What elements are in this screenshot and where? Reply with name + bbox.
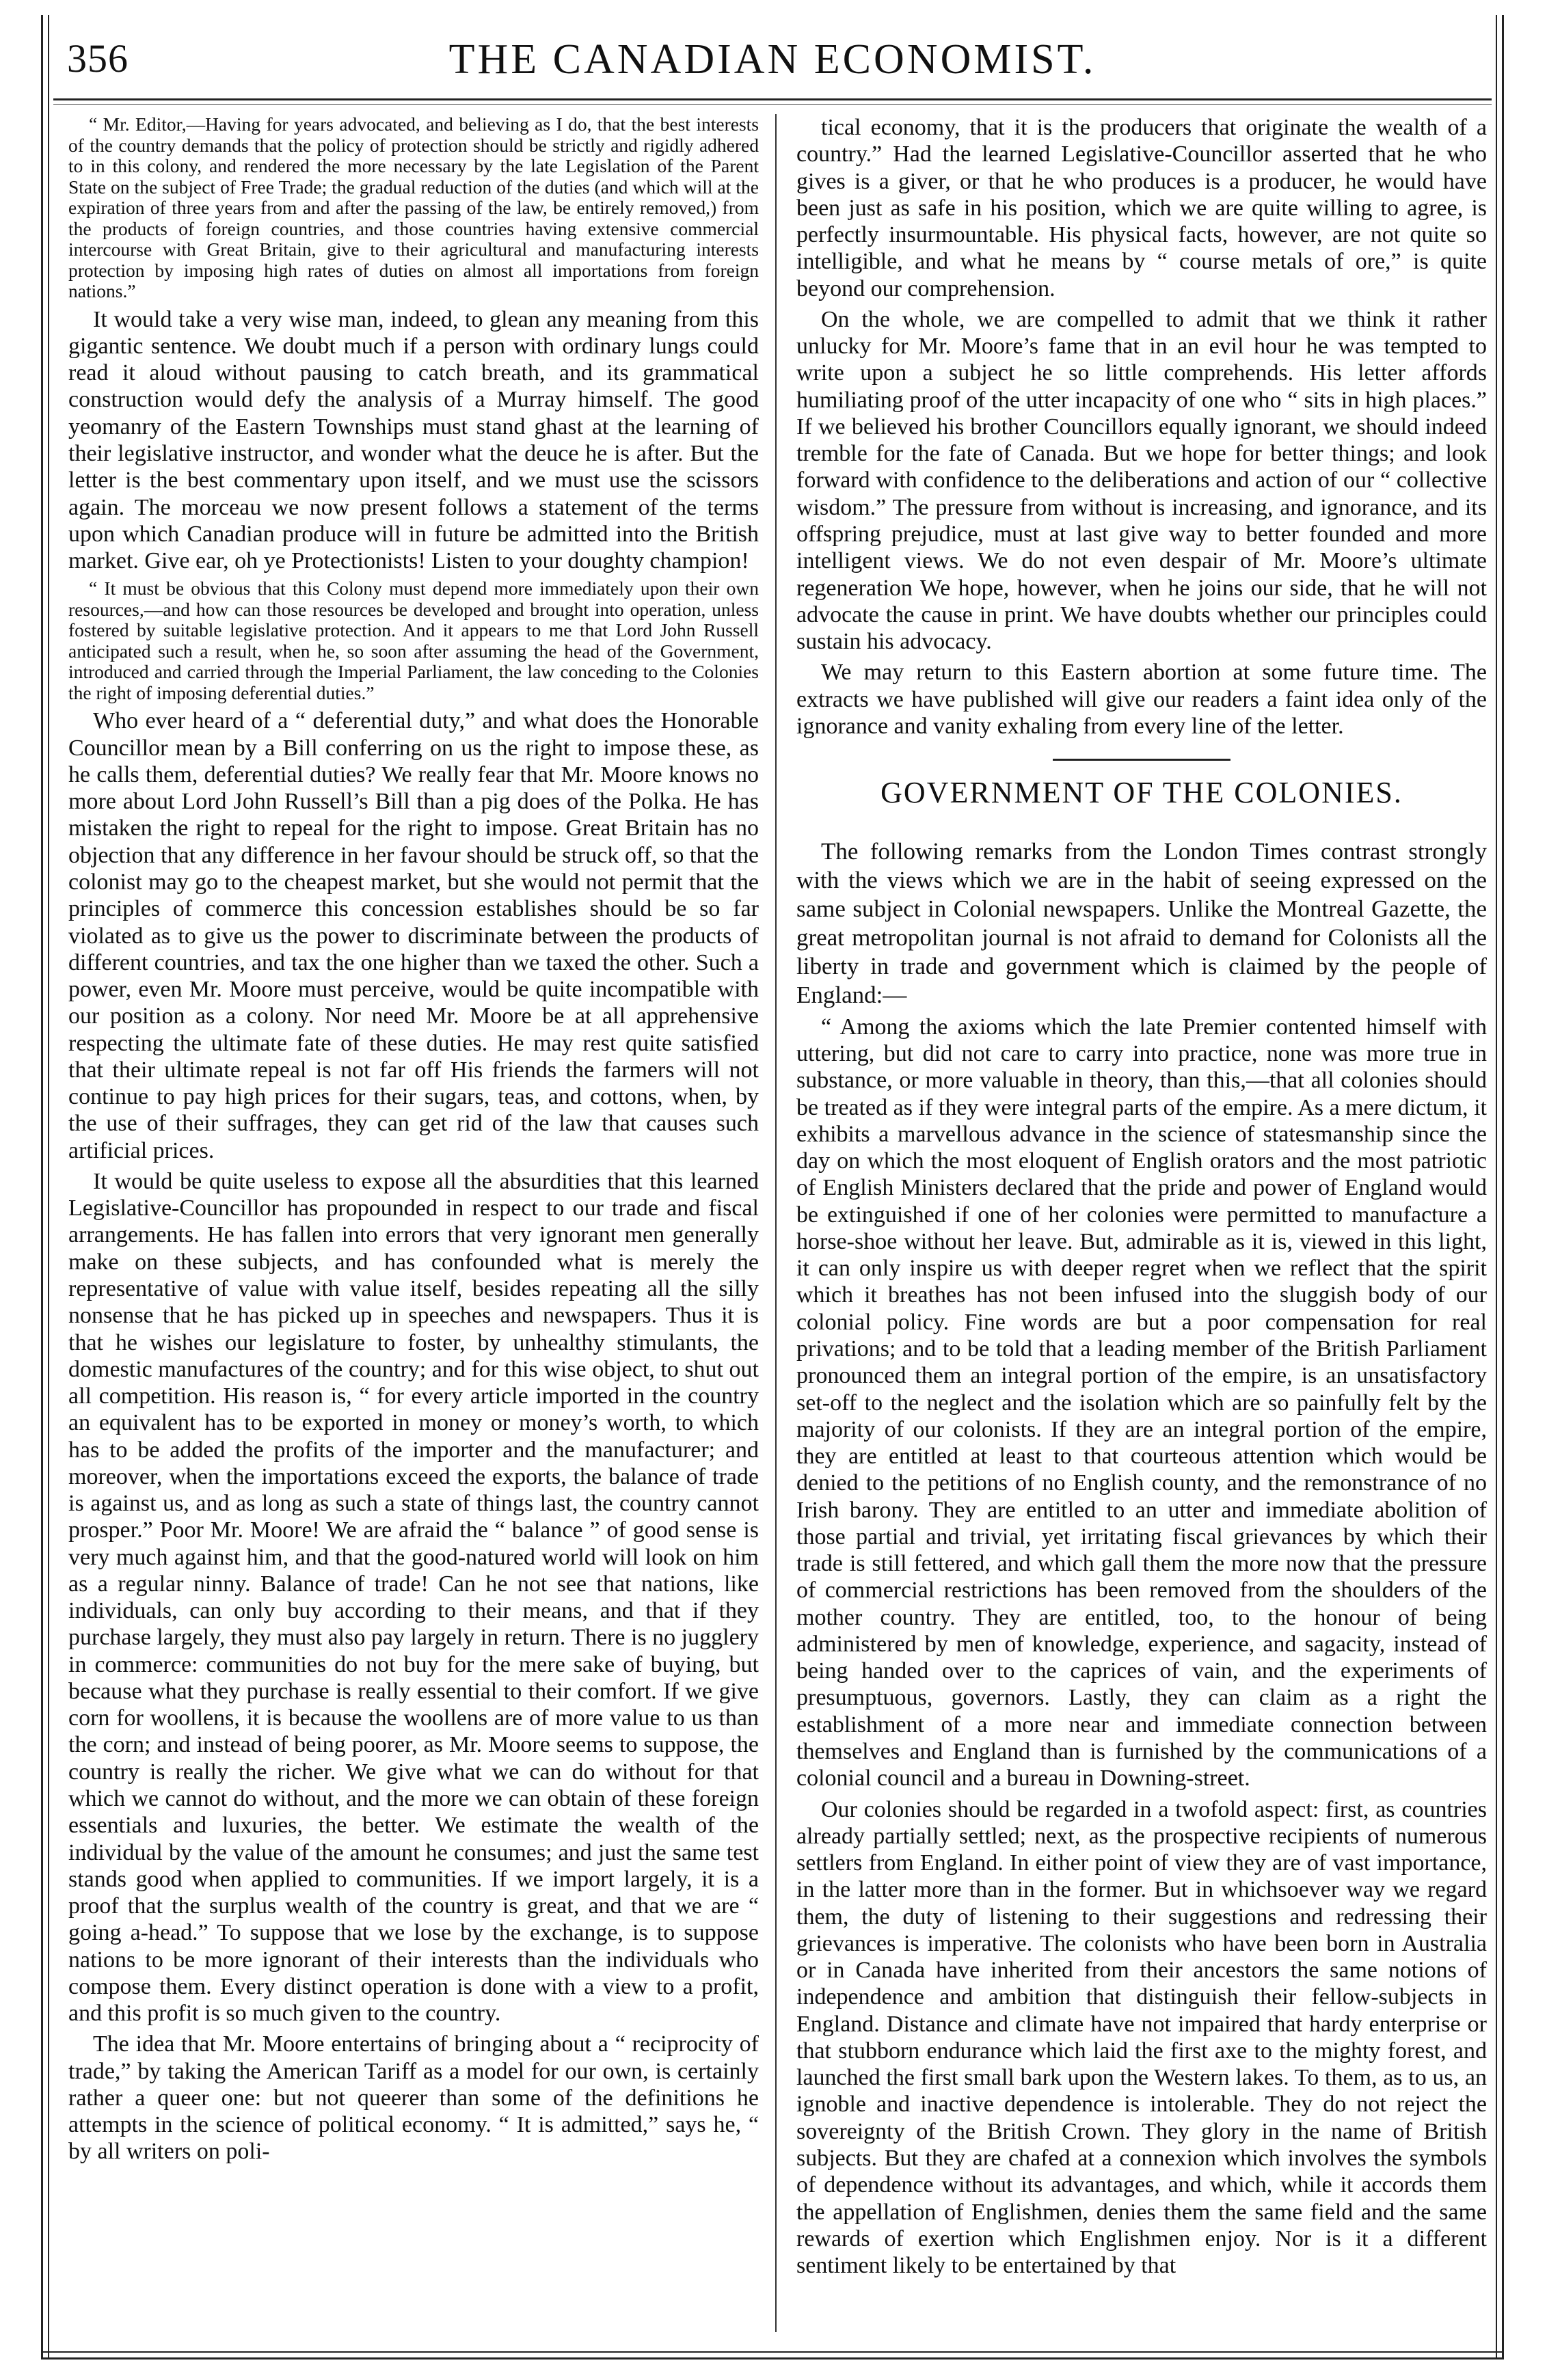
left-column bbox=[68, 114, 759, 2332]
border-right bbox=[1502, 15, 1504, 2359]
header-rule bbox=[53, 98, 1492, 100]
header-rule-thin bbox=[53, 104, 1492, 105]
newspaper-page bbox=[41, 15, 1504, 2359]
article-paragraph: It would take a very wise man, indeed, to glean any meaning from this gigantic sentence. We doubt much if a person with ordinary lungs could read it aloud without pausing to catch breath, and its grammatical construction would defy the analysis of a Murray himself. The good yeomanry of the Eastern Townships must stand ghast at the learning of their legislative instructor, and wonder what the deuce he is after. But the letter is the best commentary upon itself, and we must use the scissors again. The morceau we now present follows a statement of the terms upon which Canadian produce will in future be admitted into the British market. Give ear, oh ye Protectionists! Listen to your doughty champion! bbox=[68, 306, 759, 574]
section-divider bbox=[1053, 759, 1230, 761]
article-paragraph: Who ever heard of a “ deferential duty,” and what does the Honorable Councillor mean by a Bill conferring on us the right to impose these, as he calls them, deferential duties? We really fear that Mr. Moore knows no more about Lord John Russell’s Bill than a pig does of the Polka. He has mistaken the right to repeal for the right to impose. Great Britain has no objection that any difference in her favour should be struck off, so that the colonist may go to the cheapest market, but she would not permit that the principles of commerce this concession establishes should be so far violated as to give us the power to discriminate between the products of different countries, and tax the one higher than we taxed the other. Such a power, even Mr. Moore must perceive, would be quite incompatible with our position as a colony. Nor need Mr. Moore be at all apprehensive respecting the ultimate fate of these duties. He may rest quite satisfied that their ultimate repeal is not far off His friends the farmers will not continue to pay high prices for their sugars, teas, and cottons, when, by the use of their suffrages, they can get rid of the law that causes such artificial prices. bbox=[68, 708, 759, 1163]
section-heading: GOVERNMENT OF THE COLONIES. bbox=[880, 776, 1403, 810]
article-paragraph: tical economy, that it is the producers that originate the wealth of a country.” Had the learned Legislative-Councillor asserted that he who gives is a giver, or that he who produces is a producer, he would have been just as safe in his position, which we are quite willing to agree, is perfectly insurmountable. His physical facts, however, are not quite so intelligible, and what he means by “ course metals of ore,” is quite beyond our comprehension. bbox=[796, 115, 1487, 301]
quoted-letter-excerpt: “ Mr. Editor,—Having for years advocated, and believing as I do, that the best interests of the country demands that the policy of protection should be strictly and rigidly adhered to in this colony, and rendered the more necessary by the late Legislation of the Parent State on the subject of Free Trade; the gradual reduction of the duties (and which will at the expiration of three years from and after the passing of the law, be entirely removed,) from the products of foreign countries, and those countries having extensive commercial intercourse with Great Britain, give to their agricultural and manufacturing interests protection by imposing high rates of duties on almost all importations from foreign nations.” bbox=[68, 114, 759, 302]
times-quotation: “ Among the axioms which the late Premier contented himself with uttering, but did not care to carry into practice, none was more true in substance, or more valuable in theory, than this,—that all colonies should be treated as if they were integral parts of the empire. As a mere dictum, it exhibits a marvellous advance in the science of statesmanship since the day on which the most eloquent of English orators and the most patriotic of English Ministers declared that the pride and power of England would be extinguished if one of her colonies were permitted to manufacture a horse-shoe without her leave. But, admirable as it is, viewed in this light, it can only inspire us with deeper regret when we reflect that the spirit which it breathes has not been infused into the sluggish body of our colonial policy. Fine words are but a poor compensation for real privations; and to be told that a leading member of the British Parliament pronounced them an integral portion of the empire, is an unsatisfactory set-off to the neglect and the isolation which are so painfully felt by the majority of our colonists. If they are an integral portion of the empire, they are entitled at least to that courteous attention which would be denied to the petitions of no English county, and the remonstrance of no Irish barony. They are entitled to an utter and immediate abolition of those partial and trivial, yet irritating fiscal grievances by which their trade is still fettered, and which gall them the more now that the pressure of commercial restrictions has been removed from the shoulders of the mother country. They are entitled, too, to the honour of being administered by men of knowledge, experience, and sagacity, instead of being handed over to the caprices of vain, and the experiments of presumptuous, governors. Lastly, they can claim as a right the establishment of a more near and immediate connection between themselves and England than is furnished by the communications of a colonial council and a bureau in Downing-street. bbox=[796, 1014, 1487, 1791]
right-column bbox=[796, 114, 1487, 2332]
masthead-title: THE CANADIAN ECONOMIST. bbox=[448, 36, 1097, 83]
article-paragraph: It would be quite useless to expose all the absurdities that this learned Legislative-Councillor has propounded in respect to our trade and fiscal arrangements. He has fallen into errors that very ignorant men generally make on these subjects, and has confounded what is merely the representative of value with value itself, besides repeating all the silly nonsense that he has picked up in speeches and newspapers. Thus it is that he wishes our legislature to foster, by unhealthy stimulants, the domestic manufactures of the country; and for this wise object, to shut out all competition. His reason is, “ for every article imported in the country an equivalent has to be exported in money or money’s worth, to which has to be added the profits of the importer and the manufacturer; and moreover, when the importations exceed the exports, the balance of trade is against us, and as long as such a state of things last, the country cannot prosper.” Poor Mr. Moore! We are afraid the “ balance ” of good sense is very much against him, and that the good-natured world will look on him as a regular ninny. Balance of trade! Can he not see that nations, like individuals, can only buy according to their means, and that if they purchase largely, they must also pay largely in return. There is no jugglery in commerce: communities do not buy for the mere sake of buying, but because what they purchase is really essential to their comfort. If we give corn for woollens, it is because the woollens are of more value to us than the corn; and instead of being poorer, as Mr. Moore seems to suppose, the country is really the richer. We give what we can do without for that which we cannot do without, and the more we can obtain of these foreign essentials and luxuries, the better. We estimate the wealth of the individual by the value of the amount he consumes; and just the same test stands good when applied to communities. If we import largely, it is a proof that the surplus wealth of the country is great, and that we are “ going a-head.” To suppose that we lose by the exchange, is to suppose nations to be more ignorant of their interests than the individuals who compose them. Every distinct operation is done with a view to a profit, and this profit is so much given to the country. bbox=[68, 1168, 759, 2027]
border-left bbox=[41, 15, 43, 2359]
article-paragraph: Our colonies should be regarded in a twofold aspect: first, as countries already partially settled; next, as the prospective recipients of numerous settlers from England. In either point of view they are of vast importance, in the latter more than in the former. But in whichsoever way we regard them, the duty of listening to their suggestions and redressing their grievances is imperative. The colonists who have been born in Australia or in Canada have inherited from their ancestors the same notions of independence and ambition that distinguish their fellow-subjects in England. Distance and climate have not impaired that hardy enterprise or that stubborn endurance which laid the first axe to the mighty forest, and launched the first small bark upon the Western lakes. To them, as to us, an ignoble and inactive dependence is intolerable. They do not reject the sovereignty of the British Crown. They glory in the name of British subjects. But they are chafed at a connexion which involves the symbols of dependence without its advantages, and which, while it accords them the appellation of Englishmen, denies them the same field and the same rewards of exertion which Englishmen enjoy. Nor is it a different sentiment likely to be entertained by that bbox=[796, 1796, 1487, 2279]
border-bottom-inner bbox=[41, 2351, 1504, 2353]
page-header bbox=[53, 36, 1492, 90]
border-bottom bbox=[41, 2357, 1504, 2359]
article-intro: The following remarks from the London Times contrast strongly with the views which we are in the habit of seeing expressed on the same subject in Colonial newspapers. Unlike the Montreal Gazette, the great metropolitan journal is not afraid to demand for Colonists all the liberty in trade and government which is claimed by the people of England:— bbox=[796, 837, 1487, 1008]
quoted-letter-excerpt: “ It must be obvious that this Colony must depend more immediately upon their own resources,—and how can those resources be developed and brought into operation, unless fostered by suitable legislative protection. And it appears to me that Lord John Russell anticipated such a result, when he, so soon after assuming the head of the Government, introduced and carried through the Imperial Parliament, the law conceding to the Colonies the right of imposing deferential duties.” bbox=[68, 578, 759, 703]
article-paragraph: We may return to this Eastern abortion at some future time. The extracts we have published will give our readers a faint idea only of the ignorance and vanity exhaling from every line of the letter. bbox=[796, 660, 1487, 739]
page-number: 356 bbox=[67, 36, 129, 81]
article-paragraph: On the whole, we are compelled to admit that we think it rather unlucky for Mr. Moore’s fame that in an evil hour he was tempted to write upon a subject he so little comprehends. His letter affords humiliating proof of the utter incapacity of one who “ sits in high places.” If we believed his brother Councillors equally ignorant, we should indeed tremble for the fate of Canada. But we hope for better things; and look forward with confidence to the deliberations and action of our “ collective wisdom.” The pressure from without is increasing, and ignorance, and its offspring prejudice, must at last give way to better founded and more intelligent views. We do not even despair of Mr. Moore’s ultimate regeneration We hope, however, when he joins our side, that he will not advocate the cause in print. We have doubts whether our principles could sustain his advocacy. bbox=[796, 306, 1487, 655]
border-right-inner bbox=[1496, 15, 1497, 2359]
border-left-inner bbox=[48, 15, 49, 2359]
article-paragraph: The idea that Mr. Moore entertains of bringing about a “ reciprocity of trade,” by taking the American Tariff as a model for our own, is certainly rather a queer one: but not queerer than some of the definitions he attempts in the science of political economy. “ It is admitted,” says he, “ by all writers on poli- bbox=[68, 2031, 759, 2165]
column-divider bbox=[775, 114, 777, 2332]
